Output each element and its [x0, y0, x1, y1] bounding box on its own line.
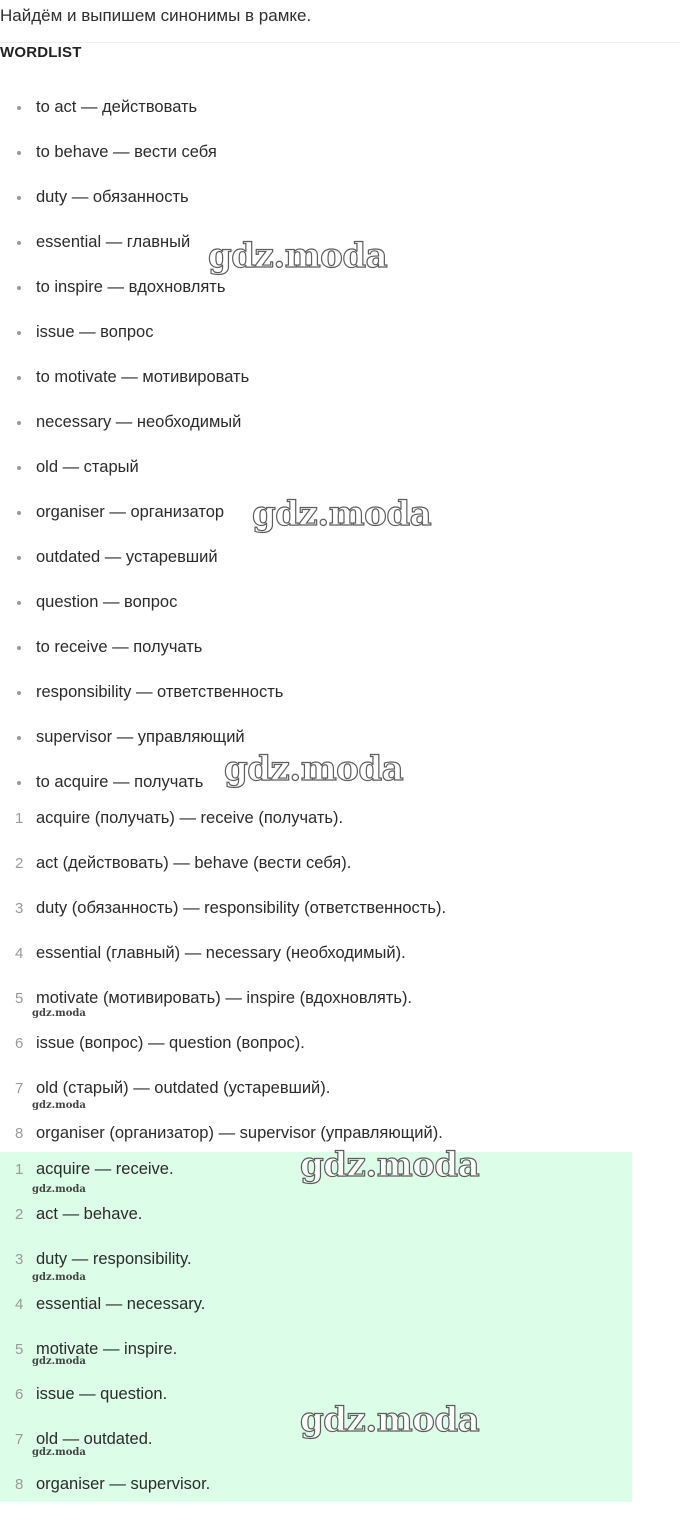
item-number: 8: [15, 1476, 24, 1493]
pair-item: [0, 931, 446, 976]
item-number: 3: [15, 900, 24, 917]
answer-text: issue — question.: [36, 1385, 168, 1403]
watermark-small: gdz.moda: [32, 1100, 86, 1111]
item-number: 1: [15, 810, 24, 827]
wordlist-item: organiser — организатор: [0, 490, 283, 535]
answer-text: duty — responsibility.: [36, 1250, 192, 1268]
pair-text: essential (главный) — necessary (необходимый).: [36, 944, 406, 962]
answer-text: motivate — inspire.: [36, 1340, 178, 1358]
item-number: 3: [15, 1251, 24, 1268]
wordlist-item: to act — действовать: [0, 85, 283, 130]
wordlist-item: essential — главный: [0, 220, 283, 265]
wordlist-item: question — вопрос: [0, 580, 283, 625]
pair-text: organiser (организатор) — supervisor (управляющий).: [36, 1124, 443, 1142]
pair-item: [0, 841, 446, 886]
pair-text: acquire (получать) — receive (получать).: [36, 809, 344, 827]
pair-item: [0, 886, 446, 931]
watermark-logo: gdz.moda: [208, 236, 388, 276]
pair-item: [0, 796, 446, 841]
wordlist-item: issue — вопрос: [0, 310, 283, 355]
watermark-logo: gdz.moda: [300, 1400, 480, 1440]
item-number: 8: [15, 1125, 24, 1142]
watermark-logo: gdz.moda: [224, 749, 404, 789]
answer-text: act — behave.: [36, 1205, 143, 1223]
item-number: 4: [15, 1296, 24, 1313]
item-number: 6: [15, 1035, 24, 1052]
wordlist-item: necessary — необходимый: [0, 400, 283, 445]
answer-text: essential — necessary.: [36, 1295, 206, 1313]
watermark-logo: gdz.moda: [300, 1145, 480, 1185]
answer-item: [0, 1192, 210, 1237]
watermark-small: gdz.moda: [32, 1184, 86, 1195]
wordlist-item: supervisor — управляющий: [0, 715, 283, 760]
pair-text: act (действовать) — behave (вести себя).: [36, 854, 352, 872]
watermark-small: gdz.moda: [32, 1008, 86, 1019]
pair-item: [0, 1021, 446, 1066]
answer-item: [0, 1372, 210, 1417]
answer-text: organiser — supervisor.: [36, 1475, 211, 1493]
item-number: 1: [15, 1161, 24, 1178]
answer-item: [0, 1282, 210, 1327]
watermark-small: gdz.moda: [32, 1272, 86, 1283]
wordlist-heading: WORDLIST: [0, 44, 82, 61]
item-number: 7: [15, 1431, 24, 1448]
wordlist-item: to behave — вести себя: [0, 130, 283, 175]
watermark-small: gdz.moda: [32, 1356, 86, 1367]
wordlist: [0, 85, 283, 805]
answer-text: acquire — receive.: [36, 1160, 174, 1178]
watermark-logo: gdz.moda: [252, 494, 432, 534]
wordlist-item: to acquire — получать: [0, 760, 283, 805]
wordlist-item: to inspire — вдохновлять: [0, 265, 283, 310]
divider: [0, 42, 680, 43]
wordlist-item: duty — обязанность: [0, 175, 283, 220]
item-number: 2: [15, 1206, 24, 1223]
item-number: 7: [15, 1080, 24, 1097]
item-number: 6: [15, 1386, 24, 1403]
wordlist-item: to receive — получать: [0, 625, 283, 670]
wordlist-item: responsibility — ответственность: [0, 670, 283, 715]
watermark-small: gdz.moda: [32, 1447, 86, 1458]
pair-text: duty (обязанность) — responsibility (ответственность).: [36, 899, 447, 917]
item-number: 5: [15, 990, 24, 1007]
wordlist-item: to motivate — мотивировать: [0, 355, 283, 400]
intro-text: Найдём и выпишем синонимы в рамке.: [0, 6, 312, 25]
wordlist-item: outdated — устаревший: [0, 535, 283, 580]
item-number: 5: [15, 1341, 24, 1358]
item-number: 4: [15, 945, 24, 962]
pair-text: motivate (мотивировать) — inspire (вдохновлять).: [36, 989, 413, 1007]
pair-text: old (старый) — outdated (устаревший).: [36, 1079, 331, 1097]
answer-item: [0, 1462, 210, 1507]
wordlist-item: old — старый: [0, 445, 283, 490]
item-number: 2: [15, 855, 24, 872]
pair-text: issue (вопрос) — question (вопрос).: [36, 1034, 305, 1052]
answer-text: old — outdated.: [36, 1430, 153, 1448]
